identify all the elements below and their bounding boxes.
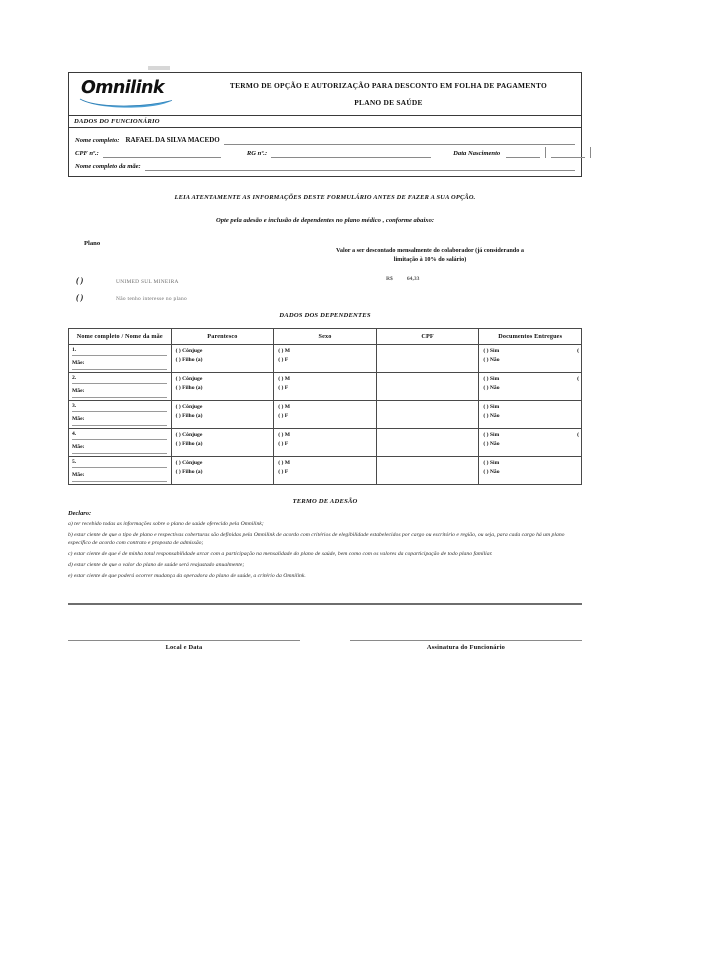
local-date-block [68, 640, 300, 651]
dep-doc-sim-option[interactable]: ( ) Sim [483, 460, 500, 466]
birth-day-segment[interactable] [506, 147, 540, 158]
swoosh-icon [77, 94, 189, 108]
dep-conjuge-option[interactable]: ( ) Cônjuge [175, 404, 203, 410]
dep-row-number: 3. [72, 402, 167, 412]
employee-signature-block [350, 640, 582, 651]
declaration-item-c: c) estar ciente de que é de minha total responsabilidade arcar com a participação na mensalidade do plano de saúde, bem como com os valores da coparticipação de todo plano familiar. [68, 551, 493, 558]
birth-month-segment[interactable] [551, 147, 585, 158]
dep-sexo-m-option[interactable]: ( ) M [278, 376, 290, 382]
employee-mother-row [75, 158, 575, 171]
dep-conjuge-option[interactable]: ( ) Cônjuge [175, 376, 203, 382]
table-row [69, 429, 582, 457]
plan-option-decline-checkbox[interactable]: ( ) [76, 293, 84, 302]
dep-parentesco-cell[interactable] [171, 429, 274, 457]
dep-sexo-f-option[interactable]: ( ) F [278, 384, 289, 391]
instruction-read-carefully: LEIA ATENTAMENTE AS INFORMAÇÕES DESTE FORMULÁRIO ANTES DE FAZER A SUA OPÇÃO. [174, 194, 476, 201]
col-header-documentos: Documentos Entregues [479, 329, 582, 345]
dep-name-cell[interactable] [69, 457, 172, 485]
declaration-item-e: e) estar ciente de que poderá ocorrer mudança da operadora do plano de saúde, a critério da Omnilink. [68, 573, 306, 580]
cpf-field[interactable] [103, 148, 221, 158]
col-header-sexo: Sexo [274, 329, 377, 345]
dep-documentos-cell[interactable] [479, 429, 582, 457]
dep-sexo-cell[interactable] [274, 429, 377, 457]
separator-rule [68, 603, 582, 605]
dep-row-number: 4. [72, 430, 167, 440]
dep-sexo-f-option[interactable]: ( ) F [278, 440, 289, 447]
employee-data-box [68, 128, 582, 177]
adhesion-title: TERMO DE ADESÃO [292, 498, 358, 505]
date-divider-2 [590, 147, 591, 158]
dep-doc-nao-option[interactable]: ( ) Não [483, 412, 500, 419]
employee-section-title: DADOS DO FUNCIONÁRIO [74, 118, 160, 125]
name-field[interactable] [224, 135, 575, 145]
plan-option-decline-label: Não tenho interesse no plano [116, 296, 187, 302]
dep-name-cell[interactable] [69, 401, 172, 429]
plan-option-unimed-checkbox[interactable]: ( ) [76, 276, 84, 285]
declaration-item-d: d) estar ciente de que o valor do plano de saúde será reajustado anualmente; [68, 562, 245, 569]
currency-symbol: R$ [386, 276, 393, 282]
plan-value-header: Valor a ser descontado mensalmente do colaborador (já considerando a limitação à 10% do salário) [336, 247, 524, 263]
rg-label: RG nº.: [246, 150, 268, 157]
dep-parentesco-cell[interactable] [171, 373, 274, 401]
scan-artifact [148, 66, 170, 70]
rg-field[interactable] [271, 148, 431, 158]
plan-column-label: Plano [84, 240, 101, 247]
dep-cpf-cell[interactable] [376, 457, 479, 485]
declaration-item-b: b) estar ciente de que o tipo de plano e respectivas coberturas são definidas pela Omnilink de acordo com critérios de elegibilidade estabelecidos por cargo ou escritório e região, ou seja, para cada cargo há um plano específico de acordo com contrato e proposta de admissão; [68, 531, 565, 547]
plan-option-decline[interactable] [68, 293, 582, 302]
dep-conjuge-option[interactable]: ( ) Cônjuge [175, 432, 203, 438]
plan-option-unimed-label: UNIMED SUL MINEIRA [116, 279, 179, 285]
dep-sexo-m-option[interactable]: ( ) M [278, 432, 290, 438]
name-label: Nome completo: [75, 137, 120, 144]
dep-doc-sim-option[interactable]: ( ) Sim [483, 404, 500, 410]
title-cell [202, 80, 581, 109]
dep-filho-option[interactable]: ( ) Filho (a) [175, 412, 203, 419]
dep-mother-line[interactable] [72, 396, 167, 398]
dep-sexo-m-option[interactable]: ( ) M [278, 460, 290, 466]
dep-parentesco-cell[interactable] [171, 345, 274, 373]
dep-name-cell[interactable] [69, 373, 172, 401]
dep-sexo-f-option[interactable]: ( ) F [278, 412, 289, 419]
plan-option-unimed[interactable] [68, 276, 582, 285]
employee-name-row [75, 132, 575, 145]
dep-sexo-cell[interactable] [274, 457, 377, 485]
dep-documentos-cell[interactable] [479, 457, 582, 485]
dependents-header-row [69, 329, 582, 345]
dep-doc-sim-option[interactable] [483, 431, 579, 440]
employee-signature-line[interactable] [350, 640, 582, 641]
dep-documentos-cell[interactable] [479, 373, 582, 401]
form-body [68, 72, 582, 651]
employee-section-bar [68, 116, 582, 128]
dep-doc-sim-label: ( ) Sim [483, 376, 500, 382]
dep-mother-label: Mãe: [72, 360, 85, 366]
dep-filho-option[interactable]: ( ) Filho (a) [175, 468, 203, 475]
dep-doc-sim-option[interactable] [483, 347, 579, 356]
mother-field[interactable] [145, 161, 575, 171]
dep-row-number: 1. [72, 346, 167, 356]
form-subtitle: PLANO DE SAÚDE [354, 97, 423, 107]
dep-filho-option[interactable]: ( ) Filho (a) [175, 440, 203, 447]
dep-sexo-f-option[interactable]: ( ) F [278, 468, 289, 475]
birth-label: Data Nascimento [453, 150, 501, 157]
dep-row-number: 2. [72, 374, 167, 384]
dep-doc-sim-label: ( ) Sim [483, 432, 500, 438]
dep-cpf-cell[interactable] [376, 429, 479, 457]
logo-wordmark: Omnilink [81, 78, 164, 98]
birth-date-field[interactable] [506, 147, 596, 158]
dep-doc-nao-option[interactable]: ( ) Não [483, 356, 500, 363]
plan-option-unimed-amount [386, 276, 419, 282]
logo-cell [69, 78, 202, 110]
dep-mother-line[interactable] [72, 368, 167, 370]
employee-signature-label: Assinatura do Funcionário [426, 644, 506, 652]
dep-mother-line[interactable] [72, 480, 167, 482]
dep-mother-label: Mãe: [72, 416, 85, 422]
table-row [69, 373, 582, 401]
col-header-name: Nome completo / Nome da mãe [69, 329, 172, 345]
date-divider-1 [545, 147, 546, 158]
dep-sexo-f-option[interactable]: ( ) F [278, 356, 289, 363]
dependents-table [68, 328, 582, 485]
dependents-title: DADOS DOS DEPENDENTES [279, 312, 371, 319]
col-header-cpf: CPF [376, 329, 479, 345]
declaration-item-a: a) ter recebido todas as informações sobre o plano de saúde oferecido pela Omnilink; [68, 520, 264, 527]
cpf-label: CPF nº.: [75, 150, 99, 157]
name-value: RAFAEL DA SILVA MACEDO [125, 136, 220, 144]
dep-doc-sim-label: ( ) Sim [483, 348, 500, 354]
table-row [69, 401, 582, 429]
col-header-parentesco: Parentesco [171, 329, 274, 345]
instruction-choose-option: Opte pela adesão e inclusão de dependentes no plano médico , conforme abaixo: [215, 217, 435, 224]
local-date-line[interactable] [68, 640, 300, 641]
employee-ids-row [75, 145, 575, 158]
dep-conjuge-option[interactable]: ( ) Cônjuge [175, 460, 203, 466]
amount-value: 64,33 [406, 276, 420, 282]
dep-sexo-m-option[interactable]: ( ) M [278, 348, 290, 354]
dep-doc-sim-option[interactable] [483, 375, 579, 384]
plan-options-section [68, 240, 582, 310]
dep-doc-trailing-paren: ( [577, 432, 579, 438]
dep-doc-nao-option[interactable]: ( ) Não [483, 440, 500, 447]
dep-sexo-cell[interactable] [274, 345, 377, 373]
dep-cpf-cell[interactable] [376, 345, 479, 373]
table-row [69, 457, 582, 485]
dep-doc-nao-option[interactable]: ( ) Não [483, 468, 500, 475]
dep-row-number: 5. [72, 458, 167, 468]
dep-name-cell[interactable] [69, 429, 172, 457]
dep-mother-line[interactable] [72, 452, 167, 454]
declaro-label: Declaro: [68, 510, 92, 517]
dep-conjuge-option[interactable]: ( ) Cônjuge [175, 348, 203, 354]
mother-label: Nome completo da mãe: [75, 163, 141, 170]
dep-name-cell[interactable] [69, 345, 172, 373]
table-row [69, 345, 582, 373]
dep-mother-label: Mãe: [72, 388, 85, 394]
dep-mother-line[interactable] [72, 424, 167, 426]
dep-doc-trailing-paren: ( [577, 348, 579, 354]
dep-documentos-cell[interactable] [479, 345, 582, 373]
signature-section [68, 640, 582, 651]
dep-doc-nao-option[interactable]: ( ) Não [483, 384, 500, 391]
dep-parentesco-cell[interactable] [171, 401, 274, 429]
dep-documentos-cell[interactable] [479, 401, 582, 429]
dep-parentesco-cell[interactable] [171, 457, 274, 485]
dep-filho-option[interactable]: ( ) Filho (a) [175, 384, 203, 391]
dep-cpf-cell[interactable] [376, 401, 479, 429]
dep-mother-label: Mãe: [72, 472, 85, 478]
form-header [68, 72, 582, 116]
dep-cpf-cell[interactable] [376, 373, 479, 401]
local-date-label: Local e Data [165, 644, 203, 652]
omnilink-logo [77, 78, 189, 110]
dep-sexo-cell[interactable] [274, 401, 377, 429]
form-title: TERMO DE OPÇÃO E AUTORIZAÇÃO PARA DESCONTO EM FOLHA DE PAGAMENTO [229, 80, 548, 90]
dep-sexo-m-option[interactable]: ( ) M [278, 404, 290, 410]
dep-filho-option[interactable]: ( ) Filho (a) [175, 356, 203, 363]
dep-mother-label: Mãe: [72, 444, 85, 450]
dep-sexo-cell[interactable] [274, 373, 377, 401]
dep-doc-trailing-paren: ( [577, 376, 579, 382]
